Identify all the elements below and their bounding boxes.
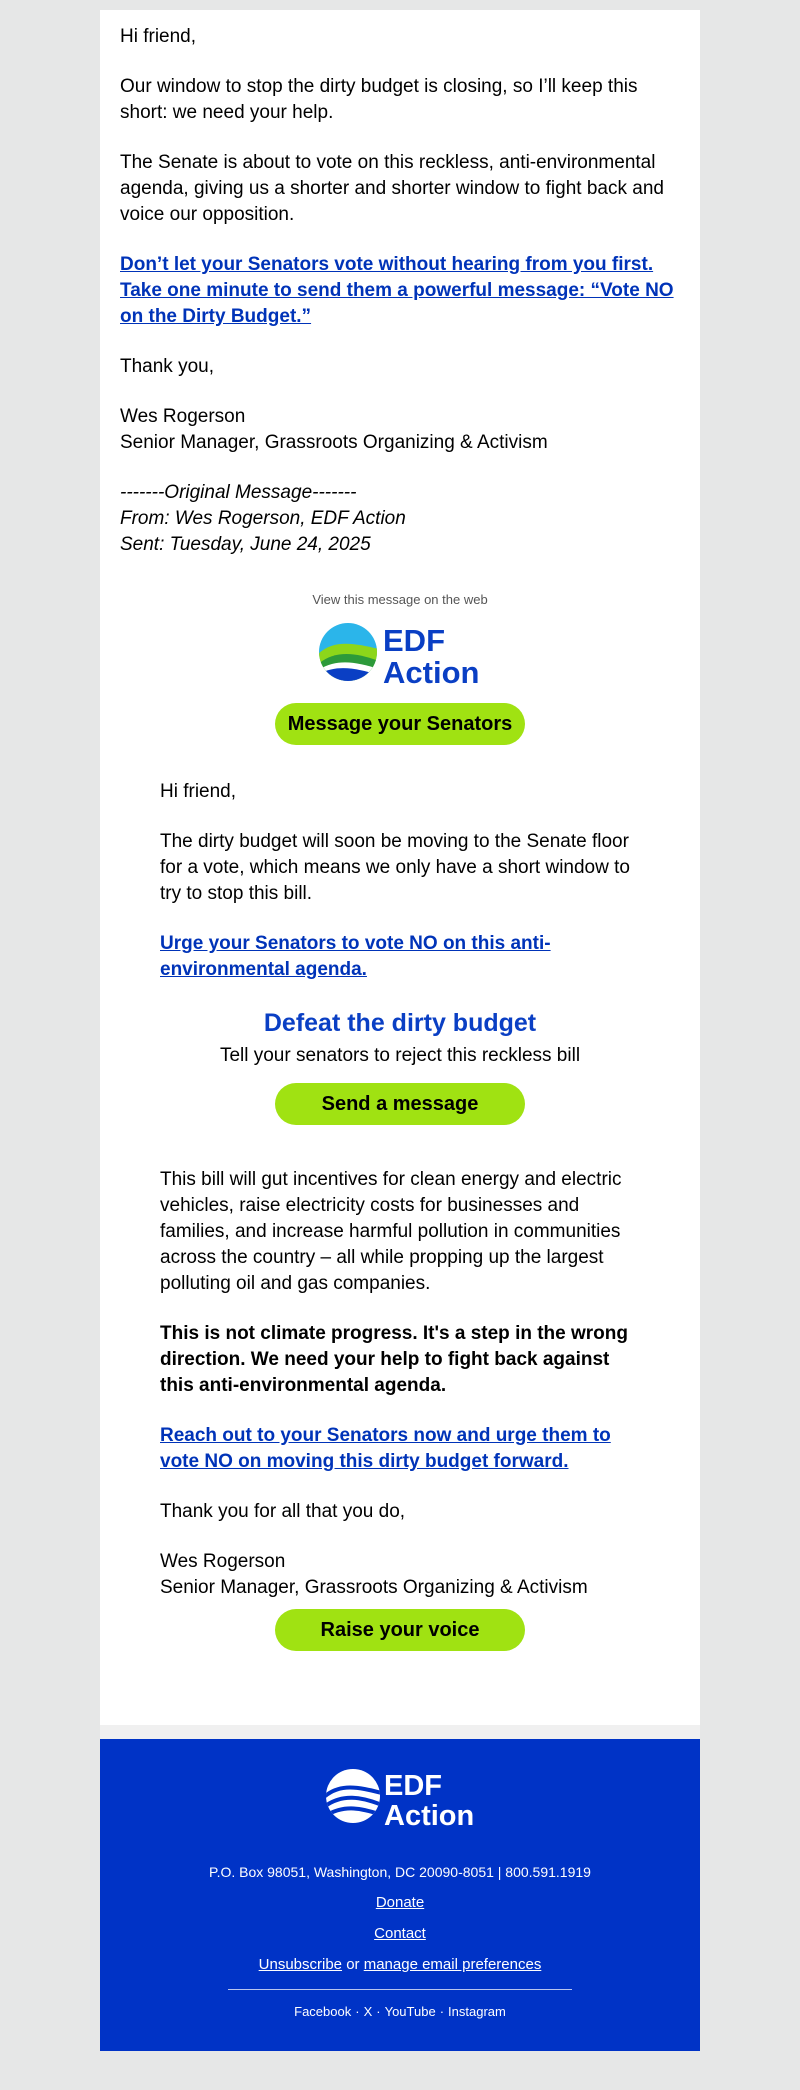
separator-dot: ·: [439, 2004, 445, 2019]
forward-greeting: Hi friend,: [120, 26, 197, 47]
facebook-link[interactable]: Facebook: [294, 2004, 352, 2019]
body-signature: [160, 1549, 640, 1601]
spacer-gap: [100, 1725, 700, 1739]
forward-action-link[interactable]: Don’t let your Senators vote without hearing from you first. Take one minute to send them a powerful message: “Vote NO on the Dirty Budget.”: [120, 254, 674, 327]
x-link[interactable]: X: [363, 2004, 373, 2019]
manage-preferences-link[interactable]: manage email preferences: [363, 1956, 542, 1973]
raise-voice-button[interactable]: Raise your voice: [275, 1609, 525, 1651]
forwarded-note: [100, 10, 700, 558]
separator-dot: ·: [355, 2004, 360, 2019]
body-greeting: Hi friend,: [160, 781, 237, 802]
footer-logo: [324, 1767, 476, 1827]
orig-header: -------Original Message-------: [120, 482, 357, 503]
forward-paragraph-1: Our window to stop the dirty budget is closing, so I’ll keep this short: we need your help.: [120, 76, 638, 123]
footer-address: P.O. Box 98051, Washington, DC 20090-8051 | 800.591.1919: [209, 1864, 591, 1880]
email-body: [100, 10, 700, 2051]
body-thanks: Thank you for all that you do,: [160, 1501, 406, 1522]
body-sig-name: Wes Rogerson: [160, 1551, 286, 1572]
youtube-link[interactable]: YouTube: [384, 2004, 436, 2019]
forward-paragraph-2: The Senate is about to vote on this reckless, anti-environmental agenda, giving us a shorter and shorter window to fight back and voice our opposition.: [120, 152, 664, 225]
orig-sent: Sent: Tuesday, June 24, 2025: [120, 534, 371, 555]
logo-text-action: Action: [383, 655, 480, 685]
main-message: [100, 745, 700, 1601]
body-paragraph-2: This bill will gut incentives for clean energy and electric vehicles, raise electricity costs for businesses and families, and increase harmful pollution in communities across the country – all while propping up the largest polluting oil and gas companies.: [160, 1169, 622, 1294]
cta-block: [160, 1007, 640, 1125]
cta-heading: Defeat the dirty budget: [263, 1009, 537, 1037]
view-on-web-link[interactable]: View this message on the web: [312, 592, 488, 607]
forward-sig-title: Senior Manager, Grassroots Organizing & Activism: [120, 432, 548, 453]
footer-divider: [228, 1989, 572, 1990]
cta-subheading: Tell your senators to reject this reckless bill: [219, 1045, 581, 1066]
reach-out-link[interactable]: Reach out to your Senators now and urge them to vote NO on moving this dirty budget forward.: [160, 1425, 611, 1472]
body-bold-paragraph: This is not climate progress. It's a step in the wrong direction. We need your help to fight back against this anti-environmental agenda.: [160, 1323, 628, 1396]
logo-text-edf: EDF: [383, 623, 445, 658]
footer-logo-action: Action: [384, 1800, 475, 1827]
body-paragraph-1: The dirty budget will soon be moving to the Senate floor for a vote, which means we only have a short window to try to stop this bill.: [160, 831, 630, 904]
footer: [100, 1739, 700, 2051]
orig-from: From: Wes Rogerson, EDF Action: [120, 508, 406, 529]
social-links: [100, 2004, 700, 2019]
body-sig-title: Senior Manager, Grassroots Organizing & Activism: [160, 1577, 588, 1598]
forward-signature: [120, 404, 680, 456]
or-text: or: [342, 1956, 364, 1973]
instagram-link[interactable]: Instagram: [448, 2004, 506, 2019]
message-senators-button[interactable]: Message your Senators: [275, 703, 525, 745]
unsubscribe-row: [100, 1956, 700, 1973]
send-message-button[interactable]: Send a message: [275, 1083, 525, 1125]
spacer: [100, 1651, 700, 1725]
urge-senators-link[interactable]: Urge your Senators to vote NO on this anti-environmental agenda.: [160, 933, 551, 980]
forward-thanks: Thank you,: [120, 356, 214, 377]
unsubscribe-link[interactable]: Unsubscribe: [258, 1956, 343, 1973]
contact-link[interactable]: Contact: [374, 1925, 426, 1942]
footer-logo-edf: EDF: [384, 1770, 442, 1802]
separator-dot: ·: [376, 2004, 381, 2019]
original-message-header: [120, 480, 680, 558]
donate-link[interactable]: Donate: [375, 1894, 425, 1911]
forward-sig-name: Wes Rogerson: [120, 406, 246, 427]
edf-action-logo: [317, 621, 483, 685]
